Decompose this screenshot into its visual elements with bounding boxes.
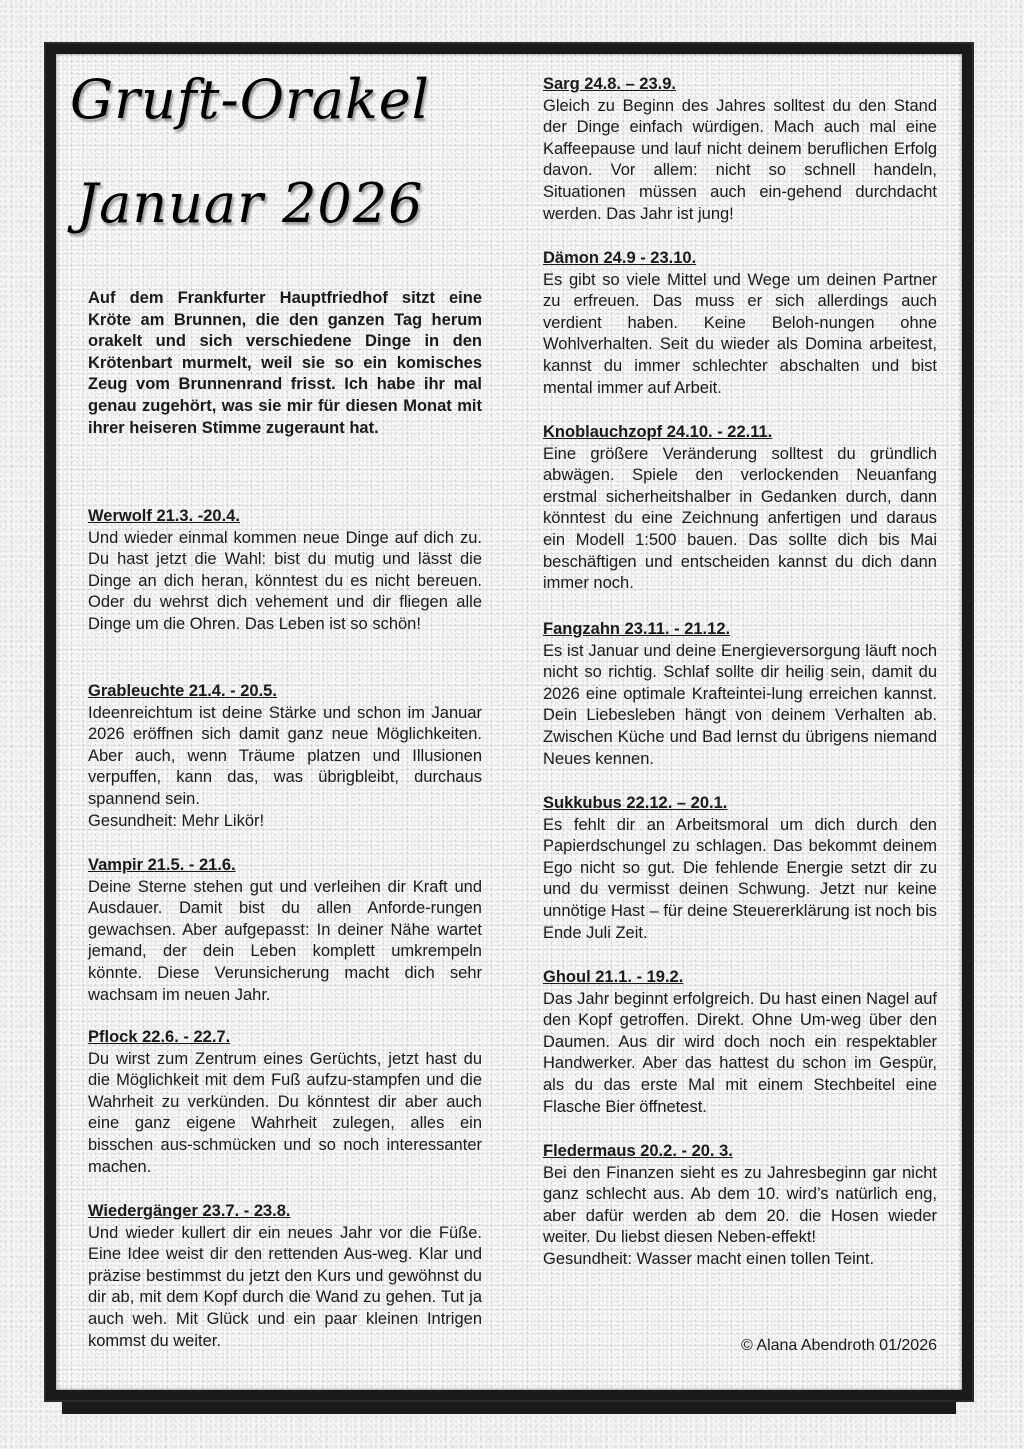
section-heading: Knoblauchzopf 24.10. - 22.11. — [543, 423, 773, 441]
horoscope-fledermaus — [543, 1141, 937, 1271]
copyright-footer: © Alana Abendroth 01/2026 — [741, 1337, 937, 1354]
horoscope-wiedergaenger — [88, 1201, 482, 1352]
section-heading: Vampir 21.5. - 21.6. — [88, 856, 236, 874]
horoscope-fangzahn — [543, 619, 937, 770]
section-text: Gleich zu Beginn des Jahres solltest du den Stand der Dinge einfach würdigen. Mach auch mal eine Kaffeepause und lauf nicht deinem beruflichen Erfolg davon. Vor allem: nicht so schnell handeln, Situationen müssen auch ein-gehend durchdacht werden. Das Jahr ist jung! — [543, 96, 937, 223]
horoscope-grableuchte — [88, 681, 482, 832]
section-heading: Pflock 22.6. - 22.7. — [88, 1028, 231, 1046]
section-text: Es fehlt dir an Arbeitsmoral um dich durch den Papierdschungel zu schlagen. Das bekommt deinem Ego nicht so gut. Die fehlende Energie setzt dir zu und du vermisst deinen Schwung. Jetzt nur keine unnötige Hast – für deine Steuererklärung ist noch bis Ende Juli Zeit. — [543, 815, 937, 942]
section-heading: Werwolf 21.3. -20.4. — [88, 507, 240, 525]
horoscope-pflock — [88, 1027, 482, 1178]
intro-paragraph: Auf dem Frankfurter Hauptfriedhof sitzt eine Kröte am Brunnen, die den ganzen Tag herum orakelt und sich verschiedene Dinge in den Krötenbart murmelt, weil sie so ein komisches Zeug vom Brunnenrand frisst. Ich habe ihr mal genau zugehört, was sie mir für diesen Monat mit ihrer heiseren Stimme zugeraunt hat. — [88, 289, 482, 437]
section-heading: Sarg 24.8. – 23.9. — [543, 75, 677, 93]
horoscope-sarg — [543, 74, 937, 225]
section-text: Bei den Finanzen sieht es zu Jahresbeginn gar nicht ganz schlecht aus. Ab dem 10. wird’s natürlich eng, aber dafür werden ab dem 20. die Hosen wieder weiter. Du liebst diesen Neben-effekt! — [543, 1163, 937, 1247]
section-text: Es gibt so viele Mittel und Wege um deinen Partner zu erfreuen. Das muss er sich allerdings auch verdient haben. Keine Beloh-nungen ohne Wohlverhalten. Seit du wieder als Domina arbeitest, kannst du immer schlechter abschalten und bist mental immer auf Arbeit. — [543, 270, 937, 397]
section-text: Und wieder einmal kommen neue Dinge auf dich zu. Du hast jetzt die Wahl: bist du mutig und lässt die Dinge an dich heran, könntest du es nicht bereuen. Oder du wehrst dich vehement und dir fliegen alle Dinge um die Ohren. Das Leben ist so schön! — [88, 528, 482, 633]
horoscope-daemon — [543, 248, 937, 399]
section-heading: Sukkubus 22.12. – 20.1. — [543, 794, 728, 812]
section-extra: Gesundheit: Wasser macht einen tollen Teint. — [543, 1249, 875, 1268]
section-heading: Ghoul 21.1. - 19.2. — [543, 968, 684, 986]
section-text: Das Jahr beginnt erfolgreich. Du hast einen Nagel auf den Kopf getroffen. Direkt. Ohne Um-weg über den Daumen. Aus dir wird doch noch ein respektabler Handwerker. Aber das hattest du schon im Gespür, als du das erste Mal mit einem Stechbeitel eine Flasche Bier öffnetest. — [543, 989, 937, 1116]
section-heading: Fledermaus 20.2. - 20. 3. — [543, 1142, 733, 1160]
page-title — [40, 48, 460, 256]
horoscope-ghoul — [543, 967, 937, 1118]
horoscope-vampir — [88, 855, 482, 1006]
section-text: Es ist Januar und deine Energieversorgung läuft noch nicht so richtig. Schlaf sollte dir heilig sein, damit du 2026 eine optimale Krafteintei-lung erreichen kannst. Dein Liebesleben hängt von deinem Verhalten ab. Zwischen Küche und Bad lernst du übrigens niemand Neues kennen. — [543, 641, 937, 768]
section-heading: Fangzahn 23.11. - 21.12. — [543, 620, 731, 638]
title-line-1: Gruft-Orakel — [70, 68, 430, 131]
section-text: Du wirst zum Zentrum eines Gerüchts, jetzt hast du die Möglichkeit mit dem Fuß aufzu-stampfen und die Wahrheit zu verkünden. Du könntest dir aber auch eine ganz eigene Wahrheit zulegen, alles ein bisschen aus-schmücken und so noch interessanter machen. — [88, 1049, 482, 1176]
section-heading: Dämon 24.9 - 23.10. — [543, 249, 697, 267]
title-line-2: Januar 2026 — [76, 172, 424, 235]
section-text: Deine Sterne stehen gut und verleihen dir Kraft und Ausdauer. Damit bist du allen Anforde-rungen gewachsen. Aber aufgepasst: In deiner Nähe wartet jemand, der dein Leben komplett umkrempeln könnte. Diese Verunsicherung macht dich sehr wachsam im neuen Jahr. — [88, 877, 482, 1004]
section-heading: Grableuchte 21.4. - 20.5. — [88, 682, 277, 700]
horoscope-werwolf — [88, 506, 482, 636]
section-text: Und wieder kullert dir ein neues Jahr vor die Füße. Eine Idee weist dir den rettenden Aus-weg. Klar und präzise bestimmst du jetzt den Kurs und gewöhnst du dir ab, mit dem Kopf durch die Wand zu gehen. Tut ja auch weh. Mit Glück und ein paar kleinen Intrigen kommst du weiter. — [88, 1223, 482, 1350]
horoscope-knoblauchzopf — [543, 422, 937, 595]
section-heading: Wiedergänger 23.7. - 23.8. — [88, 1202, 291, 1220]
section-extra: Gesundheit: Mehr Likör! — [88, 811, 265, 830]
horoscope-sukkubus — [543, 793, 937, 944]
section-text: Ideenreichtum ist deine Stärke und schon im Januar 2026 eröffnen sich damit ganz neue Möglichkeiten. Aber auch, wenn Träume platzen und Illusionen verpuffen, kann das, was übrigbleibt, durchaus spannend sein. — [88, 703, 482, 808]
section-text: Eine größere Veränderung solltest du gründlich abwägen. Spiele den verlockenden Neuanfang erstmal sicherheitshalber in Gedanken durch, dann könntest du eine Zeichnung anfertigen und daraus ein Modell 1:500 bauen. Das sollte dich bis Mai beschäftigen und entscheiden kannst du dich dann immer noch. — [543, 444, 937, 593]
